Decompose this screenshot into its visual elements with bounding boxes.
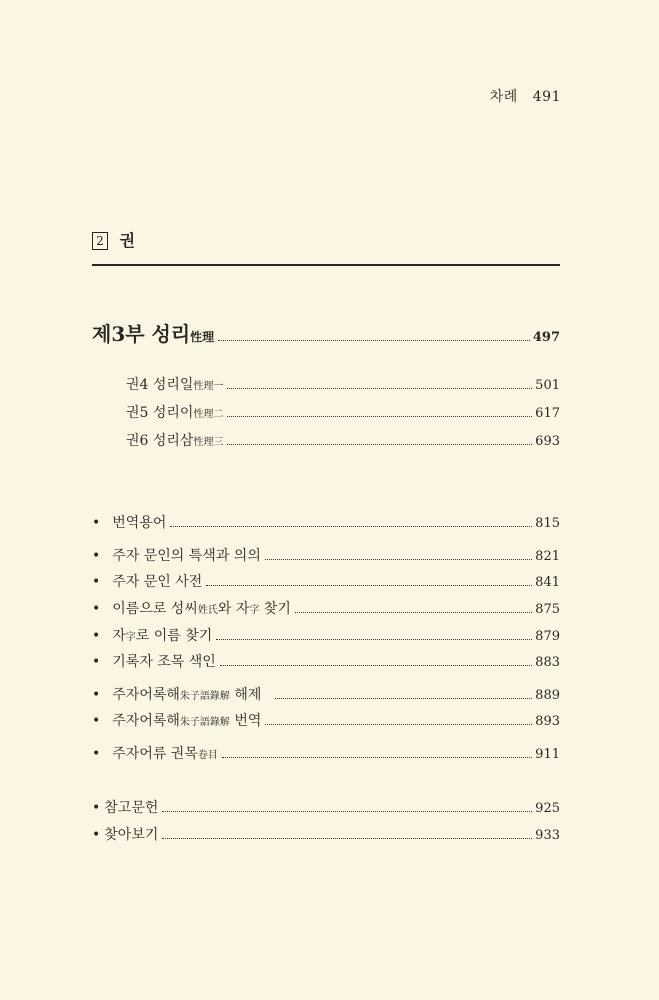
header-section: 차례 [489,89,518,105]
part-title-hanja: 性理 [190,330,215,344]
part-title-text: 제3부 성리 [92,322,191,346]
dot-leader [265,559,532,560]
chapter-title-text: 권4 성리일 [126,377,194,393]
dot-leader [265,724,532,725]
toc-references[interactable] [92,797,560,817]
bullet: • [92,827,101,843]
title-text: 주자어록해 [112,687,180,703]
toc-part-3[interactable] [92,318,560,347]
chapter-page: 501 [535,378,560,393]
volume-label: 권 [119,231,136,250]
title-text: 주자어류 권목 [112,746,198,762]
bullet: • [92,515,101,531]
bullet: • [92,713,101,729]
reference-title: 참고문헌 [104,800,159,816]
chapter-title-hanja: 性理三 [193,437,224,448]
title-hanja: 朱子語錄解 [179,717,230,728]
appendix-page: 883 [535,655,560,670]
appendix-title [112,512,166,532]
title-text: 주자 문인의 특색과 의의 [112,548,261,564]
bullet: • [92,687,101,703]
toc-appendix-item[interactable] [92,743,560,763]
title-text: 찾기 [259,601,291,617]
volume-heading [92,228,135,251]
volume-number-box: 2 [92,232,108,250]
toc-appendix-item[interactable] [92,710,560,730]
dot-leader [275,698,532,699]
dot-leader [170,526,532,527]
appendix-page: 821 [535,549,560,564]
chapter-title [126,374,223,394]
header-page-number: 491 [532,89,561,105]
bullet: • [92,574,101,590]
dot-leader [222,757,532,758]
chapter-title-hanja: 性理一 [193,381,224,392]
bullet: • [92,601,101,617]
toc-appendix-item[interactable] [92,512,560,532]
title-hanja: 姓氏 [197,605,218,616]
running-header [490,86,561,106]
title-text: 와 자 [217,601,250,617]
chapter-title [126,402,223,422]
toc-chapter[interactable] [126,374,560,394]
title-text: 해제 [229,687,262,703]
toc-index[interactable] [92,824,560,844]
dot-leader [162,811,532,812]
title-text: 번역 [229,713,262,729]
appendix-page: 875 [535,602,560,617]
appendix-title [112,625,212,645]
appendix-title [112,545,261,565]
appendix-page: 841 [535,575,560,590]
dot-leader [220,665,532,666]
chapter-title-text: 권5 성리이 [126,405,194,421]
appendix-page: 889 [535,688,560,703]
part-title [92,318,214,347]
bullet: • [92,548,101,564]
title-text: 주자 문인 사전 [112,574,203,590]
heading-rule [92,264,560,266]
title-text: 자 [112,628,126,644]
appendix-page: 815 [535,516,560,531]
reference-page: 925 [535,801,560,816]
index-page: 933 [535,828,560,843]
appendix-page: 879 [535,629,560,644]
title-hanja: 卷目 [197,750,218,761]
appendix-page: 893 [535,714,560,729]
toc-appendix-item[interactable] [92,625,560,645]
title-text: 로 이름 찾기 [135,628,213,644]
appendix-title [112,743,218,763]
toc-appendix-item[interactable] [92,571,560,591]
bullet: • [92,746,101,762]
bullet: • [92,628,101,644]
chapter-page: 693 [535,434,560,449]
chapter-title [126,430,223,450]
dot-leader [162,838,532,839]
appendix-title [112,710,261,730]
appendix-title [112,684,261,704]
dot-leader [227,388,532,389]
title-text: 기록자 조목 색인 [112,654,216,670]
title-text: 이름으로 성씨 [112,601,198,617]
appendix-title [112,651,216,671]
dot-leader [206,585,532,586]
title-hanja: 朱子語錄解 [179,691,230,702]
appendix-title [112,598,291,618]
toc-appendix-item[interactable] [92,598,560,618]
bullet: • [92,654,101,670]
dot-leader [295,612,532,613]
dot-leader [216,639,532,640]
title-hanja: 字 [125,632,136,643]
toc-chapter[interactable] [126,402,560,422]
toc-appendix-item[interactable] [92,651,560,671]
chapter-title-text: 권6 성리삼 [126,433,194,449]
part-page: 497 [532,330,560,345]
title-text: 번역용어 [112,515,167,531]
appendix-title [112,571,202,591]
title-hanja: 字 [249,605,260,616]
title-text: 주자어록해 [112,713,180,729]
chapter-page: 617 [535,406,560,421]
index-title: 찾아보기 [104,827,159,843]
dot-leader [227,444,532,445]
toc-appendix-item[interactable] [92,545,560,565]
toc-chapter[interactable] [126,430,560,450]
chapter-title-hanja: 性理二 [193,409,224,420]
bullet: • [92,800,101,816]
appendix-page: 911 [535,747,560,762]
dot-leader [218,340,530,341]
dot-leader [227,416,532,417]
toc-appendix-item[interactable] [92,684,560,704]
